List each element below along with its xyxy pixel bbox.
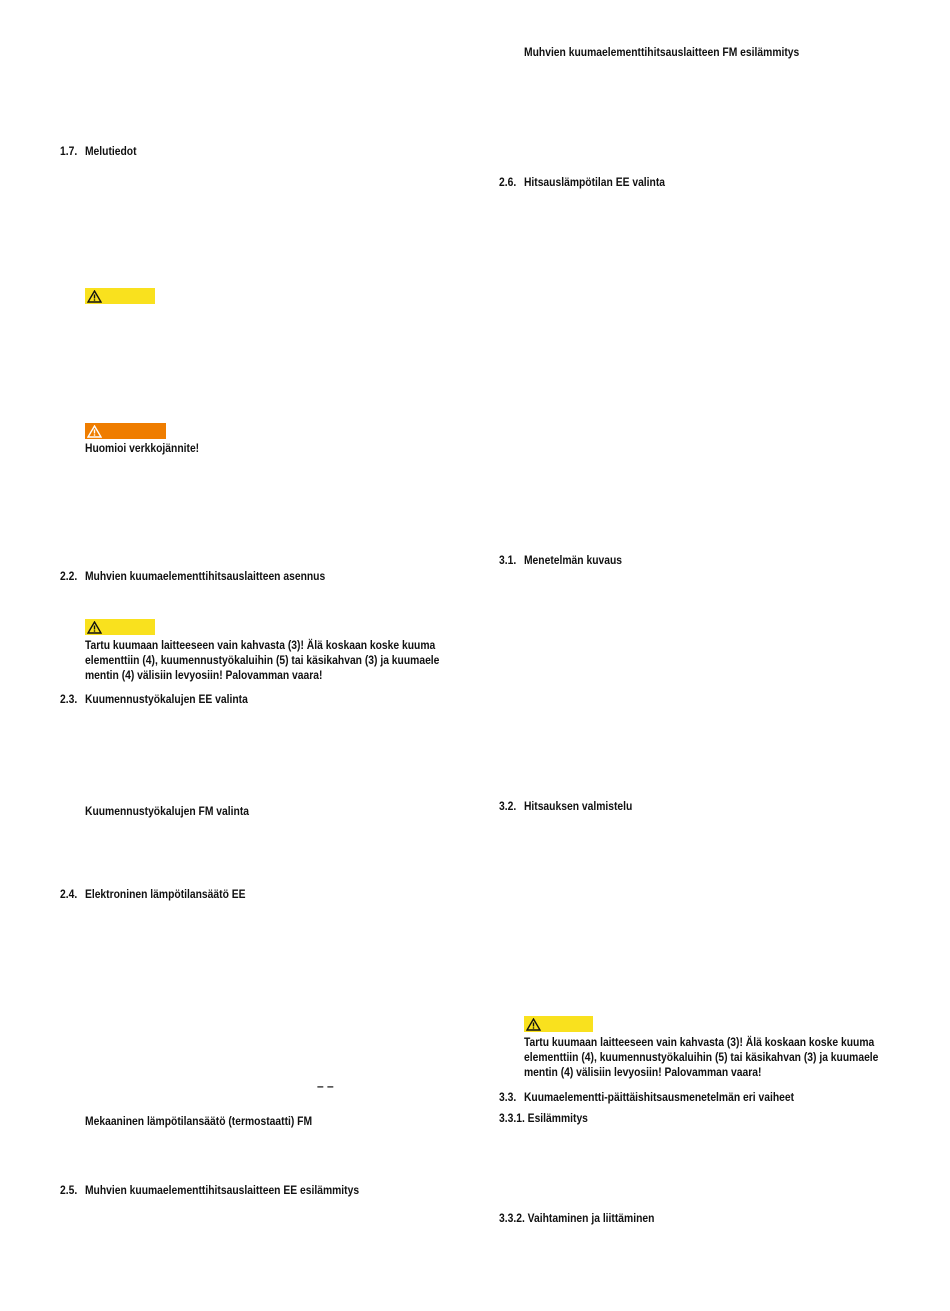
section-title: Hitsauksen valmistelu: [523, 799, 633, 813]
caution-line: elementtiin (4), kuumennustyökaluihin (5) tai käsikahvan (3) ja kuumaele: [524, 1050, 879, 1064]
section-number: 2.5.: [60, 1183, 78, 1197]
heading-3-2: [499, 799, 632, 814]
section-number: 2.6.: [499, 175, 517, 189]
section-title: Melutiedot: [84, 144, 137, 158]
caution-line: mentin (4) välisiin levyosiin! Palovamman vaara!: [524, 1065, 762, 1079]
caution-text: [524, 1035, 878, 1080]
section-number: 3.2.: [499, 799, 517, 813]
heading-1-7: [60, 144, 137, 159]
subheading-fm-thermostat: Mekaaninen lämpötilansäätö (termostaatti) FM: [85, 1114, 313, 1128]
warning-triangle-icon: [87, 425, 102, 438]
heading-3-3: [499, 1090, 794, 1105]
caution-line: Tartu kuumaan laitteeseen vain kahvasta (3)! Älä koskaan koske kuuma: [524, 1035, 875, 1049]
section-title: Menetelmän kuvaus: [523, 553, 623, 567]
subheading-fm-tools: Kuumennustyökalujen FM valinta: [85, 804, 250, 818]
section-title: Kuumaelementti-päittäishitsausmenetelmän eri vaiheet: [523, 1090, 795, 1104]
dash-marks: – –: [317, 1079, 334, 1093]
heading-2-4: [60, 887, 246, 902]
heading-2-2: [60, 569, 325, 584]
warning-badge: [85, 423, 166, 439]
caution-badge: [524, 1016, 593, 1032]
section-title: Hitsauslämpötilan EE valinta: [523, 175, 666, 189]
section-title: Muhvien kuumaelementtihitsauslaitteen asennus: [84, 569, 326, 583]
caution-line: Tartu kuumaan laitteeseen vain kahvasta (3)! Älä koskaan koske kuuma: [85, 638, 436, 652]
section-title: Muhvien kuumaelementtihitsauslaitteen EE esilämmitys: [84, 1183, 360, 1197]
caution-badge: [85, 288, 155, 304]
warning-triangle-icon: [526, 1018, 541, 1031]
warning-triangle-icon: [87, 621, 102, 634]
section-number: 1.7.: [60, 144, 78, 158]
section-title: Kuumennustyökalujen EE valinta: [84, 692, 248, 706]
heading-3-3-1: 3.3.1. Esilämmitys: [499, 1111, 588, 1125]
section-number: 2.4.: [60, 887, 78, 901]
warning-triangle-icon: [87, 290, 102, 303]
heading-3-1: [499, 553, 622, 568]
caution-line: mentin (4) välisiin levyosiin! Palovamman vaara!: [85, 668, 323, 682]
warning-text: Huomioi verkkojännite!: [85, 441, 200, 455]
section-number: 3.1.: [499, 553, 517, 567]
section-title: Elektroninen lämpötilansäätö EE: [84, 887, 246, 901]
heading-3-3-2: 3.3.2. Vaihtaminen ja liittäminen: [499, 1211, 655, 1225]
heading-2-3: [60, 692, 248, 707]
section-number: 2.2.: [60, 569, 78, 583]
caution-badge: [85, 619, 155, 635]
subheading-fm-preheat: Muhvien kuumaelementtihitsauslaitteen FM esilämmitys: [524, 45, 800, 59]
caution-line: elementtiin (4), kuumennustyökaluihin (5) tai käsikahvan (3) ja kuumaele: [85, 653, 440, 667]
caution-text: [85, 638, 439, 683]
heading-2-6: [499, 175, 665, 190]
section-number: 3.3.: [499, 1090, 517, 1104]
section-number: 2.3.: [60, 692, 78, 706]
heading-2-5: [60, 1183, 359, 1198]
